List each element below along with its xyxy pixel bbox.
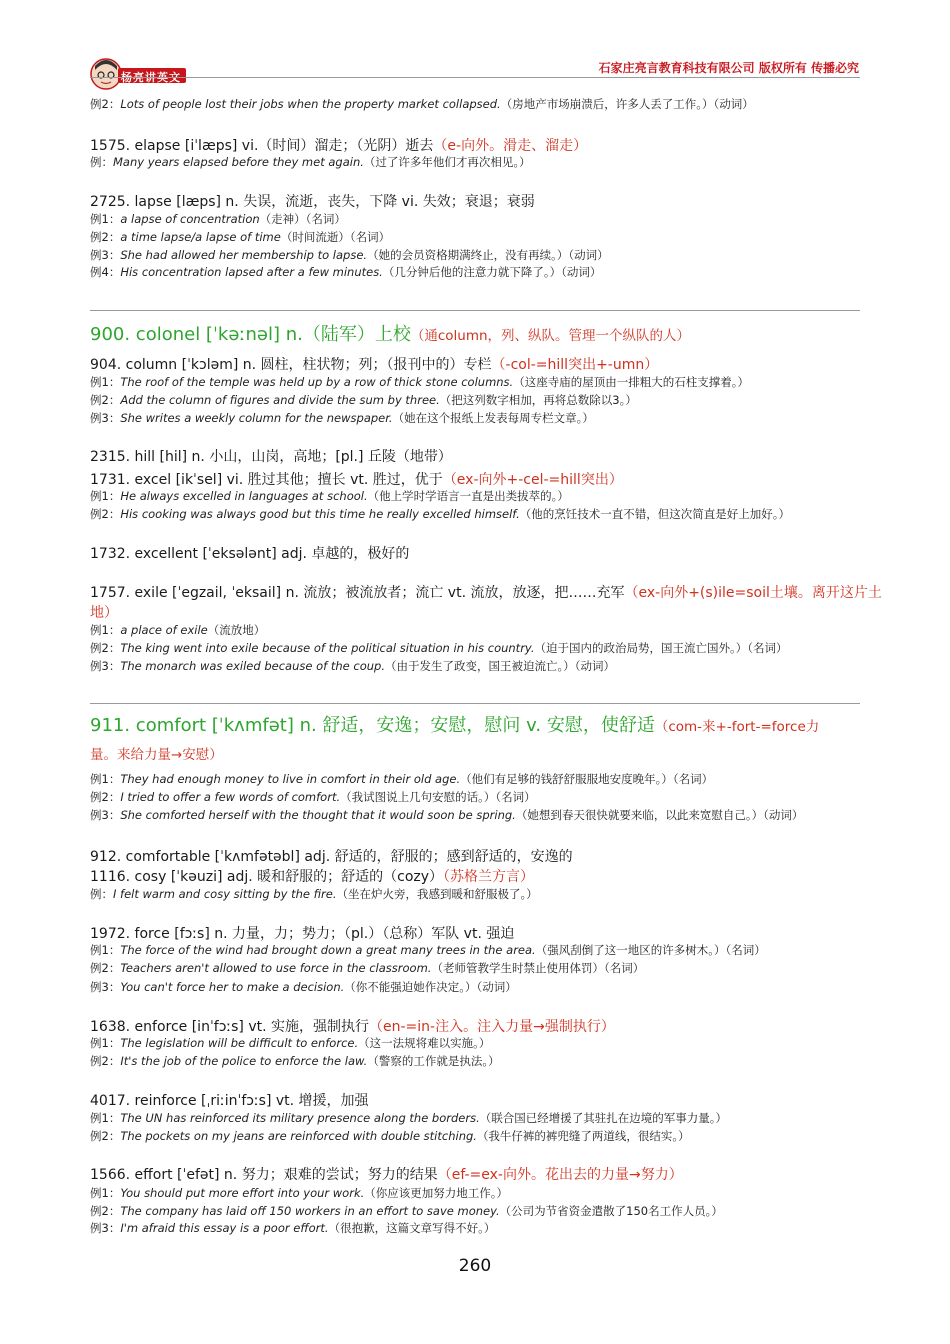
entry-etymology: （苏格兰方言） (443, 869, 535, 885)
entry-etymology: （-col-=hill突出+-umn） (491, 357, 659, 373)
page-number: 260 (458, 1256, 492, 1276)
section-divider (90, 310, 860, 311)
example-sentence (90, 488, 569, 504)
key-word-definition: 911. comfort [ˈkʌmfət] n. 舒适，安逸；安慰，慰问 v. 安慰，使舒适 (90, 715, 655, 736)
example-translation: （你不能强迫她作决定。）（动词） (344, 980, 517, 994)
entry-definition: 2315. hill [hil] n. 小山，山岗，高地；[pl.] 丘陵（地带） (90, 449, 452, 465)
section-divider (90, 703, 860, 704)
example-label: 例3： (90, 1221, 121, 1235)
example-translation: （他的烹饪技术一直不错，但这次简直是好上加好。） (519, 507, 791, 521)
example-english: It's the job of the police to enforce the law. (120, 1054, 368, 1068)
example-translation: （过了许多年他们才再次相见。） (363, 155, 531, 169)
word-entry (90, 354, 658, 374)
example-translation: （她的会员资格期满终止，没有再续。）（动词） (367, 248, 609, 262)
key-word-etymology: 量。来给力量→安慰） (90, 747, 223, 763)
example-translation: （他上学时学语言一直是出类拔萃的。） (367, 489, 569, 503)
word-entry (90, 582, 882, 602)
example-translation: （坐在炉火旁，我感到暖和舒服极了。） (336, 887, 538, 901)
example-label: 例2： (90, 1204, 121, 1218)
example-sentence (90, 789, 536, 805)
example-english: His concentration lapsed after a few minutes. (120, 265, 383, 279)
example-sentence (90, 211, 346, 227)
example-translation: （这一法规将难以实施。） (358, 1036, 491, 1050)
example-sentence (90, 264, 601, 280)
example-english: The king went into exile because of the political situation in his country. (120, 641, 535, 655)
example-label: 例1： (90, 1036, 121, 1050)
example-english: I tried to offer a few words of comfort. (120, 790, 341, 804)
example-sentence (90, 942, 766, 958)
example-label: 例3： (90, 980, 121, 994)
example-english: The monarch was exiled because of the coup. (120, 659, 385, 673)
example-translation: （联合国已经增援了其驻扎在边境的军事力量。） (479, 1111, 727, 1125)
example-label: 例4： (90, 265, 121, 279)
example-translation: （这座寺庙的屋顶由一排粗大的石柱支撑着。） (513, 375, 749, 389)
example-translation: （她在这个报纸上发表每周专栏文章。） (392, 411, 594, 425)
example-english: Teachers aren't allowed to use force in the classroom. (120, 961, 432, 975)
word-entry (90, 1016, 615, 1036)
entry-definition: 904. column [ˈkɔləm] n. 圆柱，柱状物；列；（报刊中的）专栏 (90, 357, 492, 373)
example-translation: （我试图说上几句安慰的话。）（名词） (340, 790, 536, 804)
entry-definition: 2725. lapse [læps] n. 失误，流逝，丧失，下降 vi. 失效；衰退；衰弱 (90, 194, 535, 210)
example-sentence (90, 1128, 690, 1144)
example-sentence (90, 410, 594, 426)
example-english: I felt warm and cosy sitting by the fire. (113, 887, 337, 901)
example-english: They had enough money to live in comfort in their old age. (120, 772, 461, 786)
example-label: 例1： (90, 489, 121, 503)
example-translation: （迫于国内的政治局势，国王流亡国外。）（名词） (534, 641, 788, 655)
example-label: 例1： (90, 943, 121, 957)
entry-definition: 1566. effort [ˈefət] n. 努力；艰难的尝试；努力的结果 (90, 1167, 438, 1183)
example-translation: （公司为节省资金遣散了150名工作人员。） (499, 1204, 723, 1218)
example-label: 例2： (90, 1054, 121, 1068)
example-label: 例2： (90, 961, 121, 975)
example-translation: （把这列数字相加，再将总数除以3。） (439, 393, 637, 407)
example-translation: （老师管教学生时禁止使用体罚）（名词） (431, 961, 645, 975)
example-english: She writes a weekly column for the newspaper. (120, 411, 393, 425)
entry-definition: 1575. elapse [iˈlæps] vi.（时间）溜走；（光阴）逝去 (90, 138, 434, 154)
example-label: 例1： (90, 1186, 121, 1200)
entry-definition: 1731. excel [ikˈsel] vi. 胜过其他；擅长 vt. 胜过，优于 (90, 472, 443, 488)
entry-etymology: （ef-=ex-向外。花出去的力量→努力） (437, 1167, 683, 1183)
example-label: 例1： (90, 375, 121, 389)
example-english: The pockets on my jeans are reinforced with double stitching. (120, 1129, 477, 1143)
example-translation: （他们有足够的钱舒舒服服地安度晚年。）（名词） (460, 772, 714, 786)
example-english: Many years elapsed before they met again. (113, 155, 364, 169)
key-word-heading (90, 743, 223, 763)
example-english: The roof of the temple was held up by a row of thick stone columns. (120, 375, 514, 389)
logo-text: 杨亮讲英文 (121, 71, 181, 84)
example-sentence (90, 1053, 500, 1069)
example-label: 例3： (90, 808, 121, 822)
example-label: 例2： (90, 641, 121, 655)
example-sentence (90, 771, 713, 787)
example-sentence (90, 640, 788, 656)
example-sentence (90, 229, 390, 245)
word-entry (90, 1090, 369, 1110)
word-entry (90, 191, 535, 211)
example-label: 例： (90, 887, 113, 901)
entry-etymology: 地） (90, 605, 118, 621)
entry-etymology: （en-=in-注入。注入力量→强制执行） (369, 1019, 615, 1035)
example-sentence (90, 374, 749, 390)
word-entry (90, 846, 573, 866)
example-english: a lapse of concentration (120, 212, 260, 226)
example-translation: （流放地） (207, 623, 266, 637)
example-english: a time lapse/a lapse of time (120, 230, 281, 244)
brand-logo (90, 56, 190, 92)
entry-definition: 1116. cosy [ˈkəuzi] adj. 暖和舒服的；舒适的（cozy） (90, 869, 444, 885)
example-label: 例2： (90, 393, 121, 407)
example-sentence (90, 807, 803, 823)
example-english: His cooking was always good but this time he really excelled himself. (120, 507, 520, 521)
example-sentence (90, 1110, 727, 1126)
example-english: I'm afraid this essay is a poor effort. (120, 1221, 329, 1235)
example-sentence (90, 1220, 495, 1236)
example-english: You should put more effort into your work. (120, 1186, 365, 1200)
header-divider (90, 77, 860, 78)
example-english: She comforted herself with the thought that it would soon be spring. (120, 808, 516, 822)
example-translation: （很抱歉，这篇文章写得不好。） (328, 1221, 496, 1235)
example-label: 例： (90, 155, 113, 169)
example-translation: （警察的工作就是执法。） (367, 1054, 500, 1068)
word-entry (90, 602, 118, 622)
example-label: 例3： (90, 659, 121, 673)
example-translation: （由于发生了政变，国王被迫流亡。）（动词） (384, 659, 615, 673)
example-english: The company has laid off 150 workers in an effort to save money. (120, 1204, 500, 1218)
example-label: 例3： (90, 248, 121, 262)
example-english: a place of exile (120, 623, 208, 637)
example-sentence (90, 392, 637, 408)
example-translation: （她想到春天很快就要来临，以此来宽慰自己。）（动词） (515, 808, 804, 822)
word-entry (90, 543, 409, 563)
example-label: 例1： (90, 1111, 121, 1125)
example-label: 例3： (90, 411, 121, 425)
example-english: Add the column of figures and divide the sum by three. (120, 393, 440, 407)
example-sentence (90, 622, 265, 638)
example-label: 例1： (90, 212, 121, 226)
entry-definition: 1732. excellent [ˈeksələnt] adj. 卓越的，极好的 (90, 546, 410, 562)
example-sentence (90, 1203, 723, 1219)
example-label: 例2： (90, 97, 121, 111)
word-entry (90, 923, 514, 943)
word-entry (90, 866, 534, 886)
entry-etymology: （e-向外。滑走、溜走） (433, 138, 588, 154)
word-entry (90, 1164, 683, 1184)
example-sentence (90, 886, 538, 902)
entry-etymology: （ex-向外+(s)ile=soil土壤。离开这片土 (624, 585, 882, 601)
example-sentence (90, 658, 615, 674)
example-sentence (90, 979, 517, 995)
key-word-etymology: （com-来+-fort-=force力 (654, 719, 820, 735)
example-sentence (90, 1035, 490, 1051)
example-sentence (90, 96, 754, 112)
example-sentence (90, 960, 644, 976)
example-english: The legislation will be difficult to enforce. (120, 1036, 359, 1050)
example-sentence (90, 247, 609, 263)
key-word-definition: 900. colonel [ˈkəːnəl] n.（陆军）上校 (90, 324, 411, 345)
example-label: 例1： (90, 623, 121, 637)
example-label: 例2： (90, 1129, 121, 1143)
entry-definition: 1638. enforce [inˈfɔːs] vt. 实施，强制执行 (90, 1019, 370, 1035)
example-english: Lots of people lost their jobs when the property market collapsed. (120, 97, 501, 111)
example-translation: （时间流逝）（名词） (280, 230, 391, 244)
example-label: 例2： (90, 507, 121, 521)
word-entry (90, 135, 587, 155)
example-translation: （几分钟后他的注意力就下降了。）（动词） (382, 265, 602, 279)
example-label: 例1： (90, 772, 121, 786)
example-translation: （你应该更加努力地工作。） (364, 1186, 509, 1200)
entry-definition: 1757. exile [ˈegzail, ˈeksail] n. 流放；被流放者；流亡 vt. 流放，放逐，把……充军 (90, 585, 625, 601)
example-sentence (90, 154, 531, 170)
word-entry (90, 446, 452, 466)
example-english: She had allowed her membership to lapse. (120, 248, 368, 262)
example-sentence (90, 1185, 508, 1201)
word-entry (90, 469, 623, 489)
example-english: The UN has reinforced its military presence along the borders. (120, 1111, 480, 1125)
example-label: 例2： (90, 230, 121, 244)
entry-definition: 4017. reinforce [ˌriːinˈfɔːs] vt. 增援，加强 (90, 1093, 369, 1109)
entry-etymology: （ex-向外+-cel-=hill突出） (442, 472, 623, 488)
example-translation: （我牛仔裤的裤兜缝了两道线，很结实。） (476, 1129, 690, 1143)
example-english: He always excelled in languages at school. (120, 489, 368, 503)
company-name: 石家庄亮言教育科技有限公司 版权所有 传播必究 (598, 61, 859, 75)
example-english: You can't force her to make a decision. (120, 980, 345, 994)
example-translation: （房地产市场崩溃后，许多人丢了工作。）（动词） (500, 97, 754, 111)
key-word-heading (90, 320, 690, 346)
entry-definition: 1972. force [fɔːs] n. 力量，力；势力；（pl.）（总称）军队 vt. 强迫 (90, 926, 515, 942)
example-translation: （强风刮倒了这一地区的许多树木。）（名词） (535, 943, 766, 957)
key-word-etymology: （通column，列、纵队。管理一个纵队的人） (410, 328, 691, 344)
entry-definition: 912. comfortable [ˈkʌmfətəbl] adj. 舒适的，舒服的；感到舒适的，安逸的 (90, 849, 573, 865)
key-word-heading (90, 711, 819, 737)
example-translation: （走神）（名词） (259, 212, 346, 226)
example-sentence (90, 506, 790, 522)
example-label: 例2： (90, 790, 121, 804)
example-english: The force of the wind had brought down a great many trees in the area. (120, 943, 536, 957)
